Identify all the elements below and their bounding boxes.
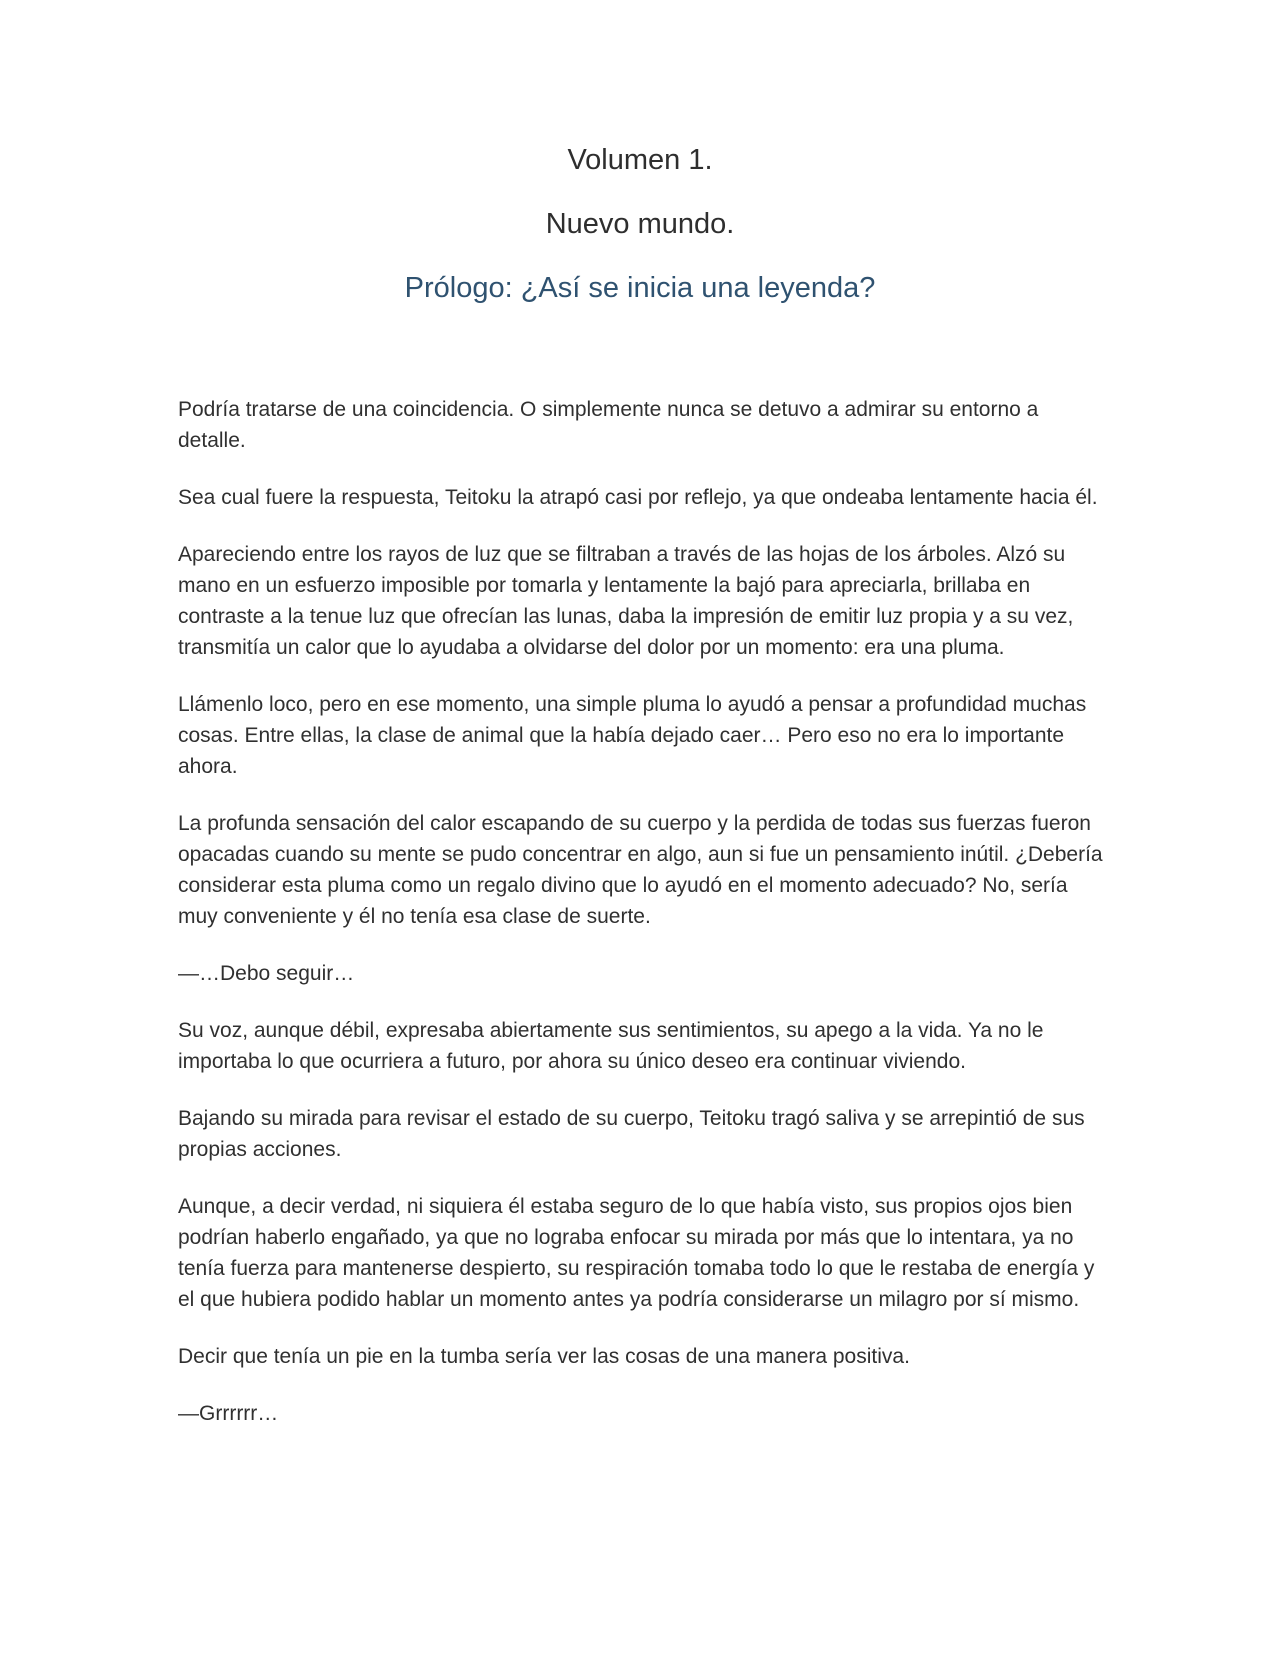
volume-heading: Volumen 1. [567,144,713,176]
chapter-heading: Prólogo: ¿Así se inicia una leyenda? [404,272,876,304]
paragraph: Su voz, aunque débil, expresaba abiertamente sus sentimientos, su apego a la vida. Ya no le importaba lo que ocurriera a futuro, por ahora su único deseo era continuar viviendo. [178,1019,1044,1073]
paragraph: La profunda sensación del calor escapando de su cuerpo y la perdida de todas sus fuerzas fueron opacadas cuando su mente se pudo concentrar en algo, aun si fue un pensamiento inútil. ¿Debería considerar esta pluma como un regalo divino que lo ayudó en el momento adecuado? No, sería muy conveniente y él no tenía esa clase de suerte. [178,812,1103,928]
title-heading: Nuevo mundo. [545,208,735,240]
paragraph: Apareciendo entre los rayos de luz que se filtraban a través de las hojas de los árboles. Alzó su mano en un esfuerzo imposible por tomarla y lentamente la bajó para apreciarla, brillaba en contraste a la tenue luz que ofrecían las lunas, daba la impresión de emitir luz propia y a su vez, transmitía un calor que lo ayudaba a olvidarse del dolor por un momento: era una pluma. [178,543,1074,659]
paragraph: Aunque, a decir verdad, ni siquiera él estaba seguro de lo que había visto, sus propios ojos bien podrían haberlo engañado, ya que no lograba enfocar su mirada por más que lo intentara, ya no tenía fuerza para mantenerse despierto, su respiración tomaba todo lo que le restaba de energía y el que hubiera podido hablar un momento antes ya podría considerarse un milagro por sí mismo. [178,1195,1095,1311]
paragraph: Sea cual fuere la respuesta, Teitoku la atrapó casi por reflejo, ya que ondeaba lentamente hacia él. [178,486,1098,509]
paragraph: Llámenlo loco, pero en ese momento, una simple pluma lo ayudó a pensar a profundidad muchas cosas. Entre ellas, la clase de animal que la había dejado caer… Pero eso no era lo importante ahora. [178,693,1087,778]
dialogue-line: ―Grrrrrr… [178,1402,279,1425]
paragraph: Bajando su mirada para revisar el estado de su cuerpo, Teitoku tragó saliva y se arrepintió de sus propias acciones. [178,1107,1085,1161]
paragraph: Podría tratarse de una coincidencia. O simplemente nunca se detuvo a admirar su entorno a detalle. [178,398,1039,452]
paragraph: Decir que tenía un pie en la tumba sería ver las cosas de una manera positiva. [178,1345,910,1368]
dialogue-line: ―…Debo seguir… [178,962,355,985]
body-text [178,394,1108,1455]
heading-block [0,140,1280,308]
